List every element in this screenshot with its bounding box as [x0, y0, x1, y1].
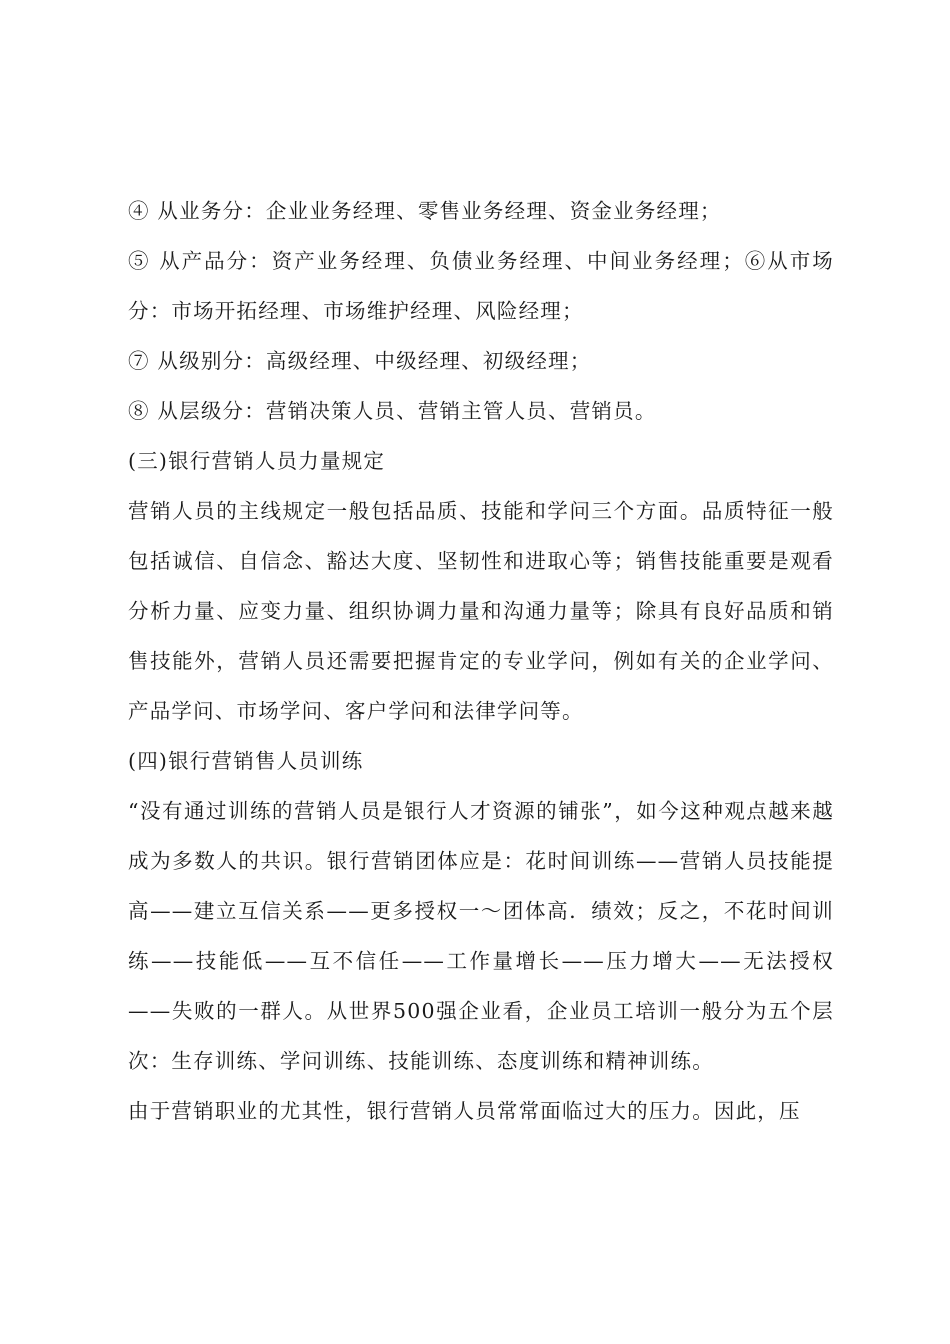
- section-heading-training: (四)银行营销售人员训练: [128, 749, 364, 773]
- section-heading-requirements: (三)银行营销人员力量规定: [128, 449, 386, 473]
- paragraph-training: “没有通过训练的营销人员是银行人才资源的铺张”，如今这种观点越来越成为多数人的共识。银行营销团体应是：花时间训练——营销人员技能提高——建立互信关系——更多授权一～团体高．绩效；反之，不花时间训练——技能低——互不信任——工作量增长——压力增大——无法授权——失败的一群人。从世界500强企业看，企业员工培训一般分为五个层次：生存训练、学问训练、技能训练、态度训练和精神训练。: [128, 799, 834, 1073]
- document-body: [128, 186, 834, 1136]
- list-item-by-rank: ⑦ 从级别分：高级经理、中级经理、初级经理；: [128, 349, 592, 373]
- list-item-by-business: ④ 从业务分：企业业务经理、零售业务经理、资金业务经理；: [128, 199, 722, 223]
- paragraph-pressure: 由于营销职业的尤其性，银行营销人员常常面临过大的压力。因此，压: [128, 1099, 801, 1123]
- paragraph-requirements: 营销人员的主线规定一般包括品质、技能和学问三个方面。品质特征一般包括诚信、自信念、豁达大度、坚韧性和进取心等；销售技能重要是观看分析力量、应变力量、组织协调力量和沟通力量等；除具有良好品质和销售技能外，营销人员还需要把握肯定的专业学问，例如有关的企业学问、产品学问、市场学问、客户学问和法律学问等。: [128, 499, 834, 723]
- list-item-by-level: ⑧ 从层级分：营销决策人员、营销主管人员、营销员。: [128, 399, 657, 423]
- list-item-by-product-and-market: ⑤ 从产品分：资产业务经理、负债业务经理、中间业务经理；⑥从市场分：市场开拓经理、市场维护经理、风险经理；: [128, 249, 834, 323]
